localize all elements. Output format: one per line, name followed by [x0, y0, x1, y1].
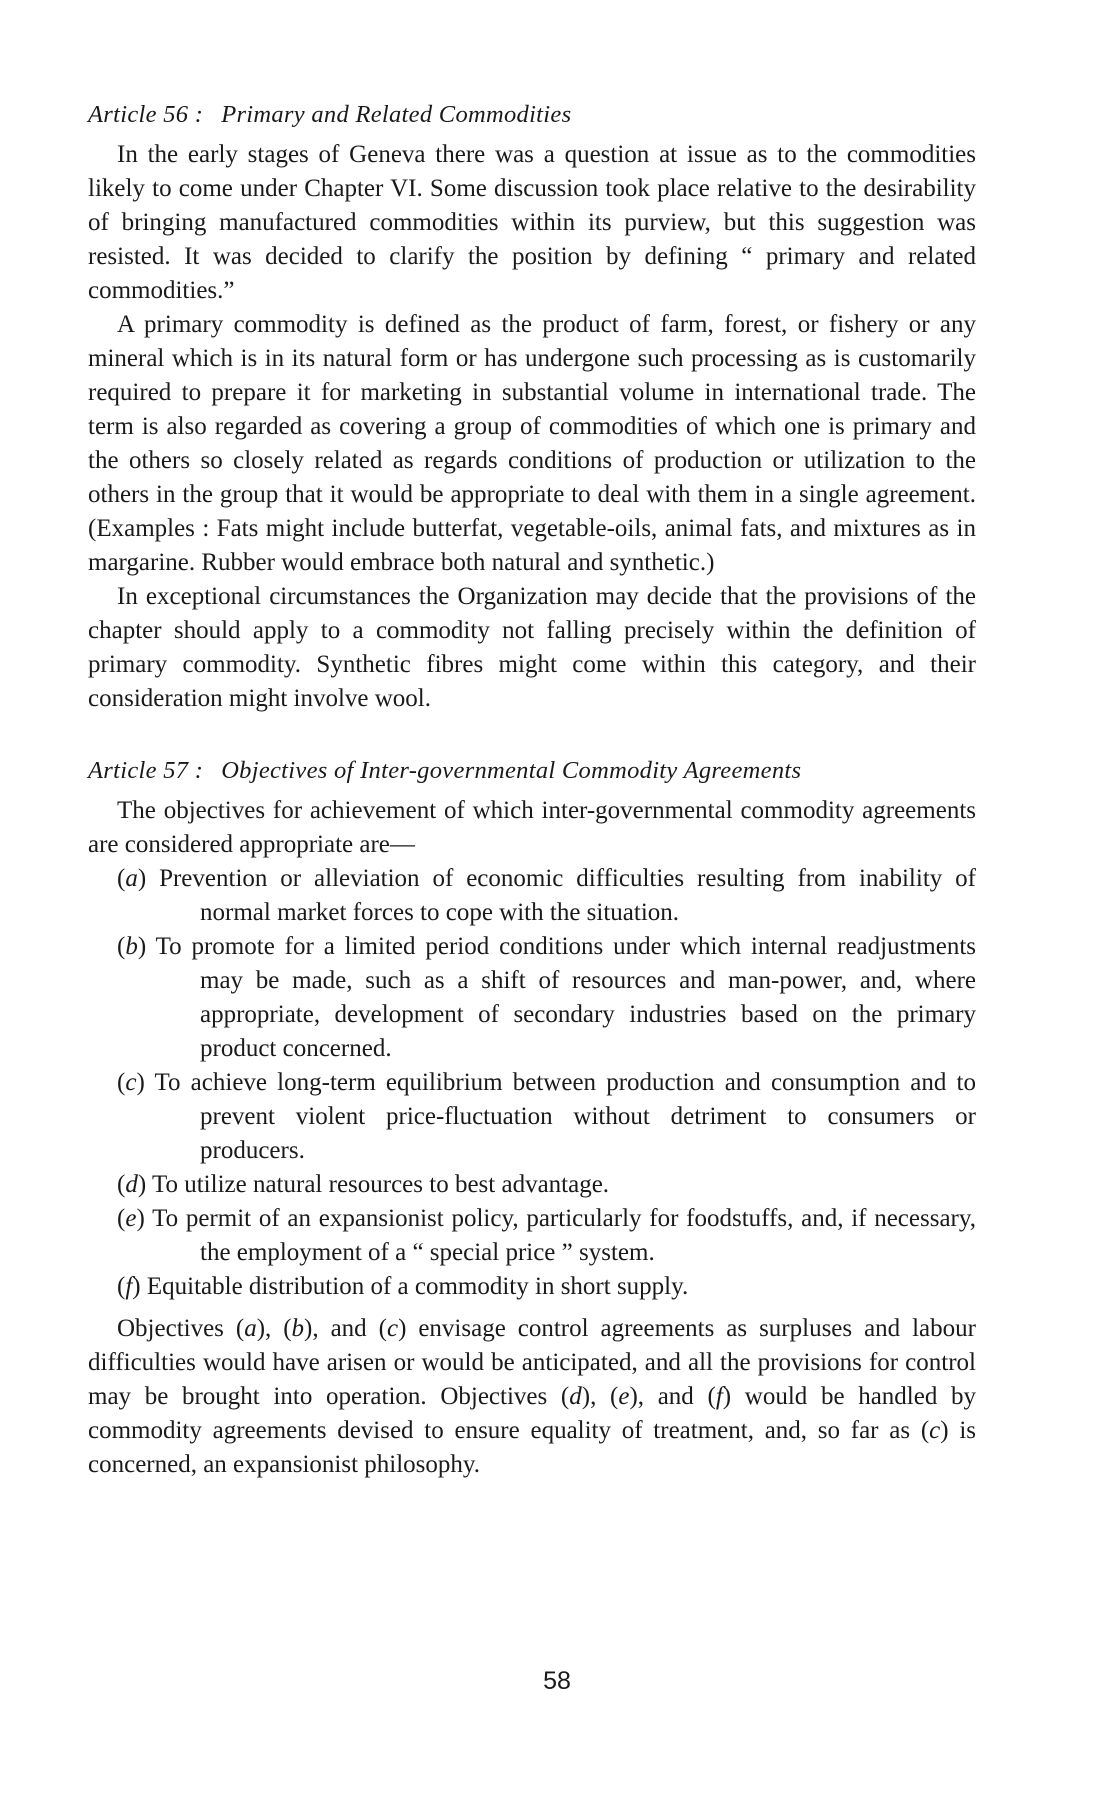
objective-text: Equitable distribution of a commodity in short supply. — [146, 1273, 689, 1300]
objective-letter: e — [125, 1205, 137, 1232]
page-content — [88, 98, 976, 1482]
objectives-list — [88, 862, 976, 1304]
objective-letter: f — [125, 1273, 133, 1300]
objective-item-a: (a) Prevention or alleviation of economic difficulties resulting from inability of normal market forces to cope with the situation. — [117, 865, 977, 926]
article-57-closing-paragraph: Objectives (a), (b), and (c) envisage control agreements as surpluses and labour difficulties would have arisen or would be anticipated, and all the provisions for control may be brought into operation. Objectives (d), (e), and (f) would be handled by commodity agreements devised to ensure equality of treatment, and, so far as (c) is concerned, an expansionist philosophy. — [88, 1315, 977, 1478]
objective-letter: a — [125, 865, 138, 892]
article-56-heading — [88, 98, 976, 132]
article-57-number: Article 57 : — [88, 757, 204, 784]
objective-letter: d — [125, 1171, 138, 1198]
objective-item-d: (d) To utilize natural resources to best advantage. — [117, 1171, 610, 1198]
article-57-intro: The objectives for achievement of which inter-governmental commodity agreements are considered appropriate are— — [88, 797, 976, 858]
article-56-number: Article 56 : — [88, 101, 204, 128]
objective-item-b: (b) To promote for a limited period conditions under which internal readjustments may be made, such as a shift of resources and man-power, and, where appropriate, development of secondary industries based on the primary product concerned. — [117, 933, 976, 1062]
article-56-title: Primary and Related Commodities — [221, 101, 572, 128]
article-56-paragraph-1: In the early stages of Geneva there was a question at issue as to the commodities likely to come under Chapter VI. Some discussion took place relative to the desirability of bringing manufactured commodities within its purview, but this suggestion was resisted. It was decided to clarify the position by defining “ primary and related commodities.” — [88, 141, 976, 304]
objective-text: To utilize natural resources to best advantage. — [151, 1171, 610, 1198]
article-57-heading — [88, 754, 976, 788]
objective-text: Prevention or alleviation of economic difficulties resulting from inability of normal market forces to cope with the situation. — [159, 865, 977, 926]
objective-text: To promote for a limited period conditions under which internal readjustments may be made, such as a shift of resources and man-power, and, where appropriate, development of secondary industries based on the primary product concerned. — [155, 933, 976, 1062]
article-56-paragraph-2: A primary commodity is defined as the product of farm, forest, or fishery or any mineral which is in its natural form or has undergone such processing as is customarily required to prepare it for marketing in substantial volume in international trade. The term is also regarded as covering a group of commodities of which one is primary and the others so closely related as regards conditions of production or utilization to the others in the group that it would be appropriate to deal with them in a single agreement. (Examples : Fats might include butterfat, vegetable-oils, animal fats, and mixtures as in margarine. Rubber would embrace both natural and synthetic.) — [88, 311, 976, 576]
objective-text: To permit of an expansionist policy, particularly for foodstuffs, and, if necessary, the employment of a “ special price ” system. — [152, 1205, 976, 1266]
objective-text: To achieve long-term equilibrium between production and consumption and to prevent violent price-fluctuation without detriment to consumers or producers. — [154, 1069, 976, 1164]
objective-letter: b — [125, 933, 138, 960]
objective-letter: c — [125, 1069, 137, 1096]
page-number: 58 — [543, 1667, 571, 1695]
objective-item-c: (c) To achieve long-term equilibrium between production and consumption and to prevent violent price-fluctuation without detriment to consumers or producers. — [117, 1069, 976, 1164]
objective-item-e: (e) To permit of an expansionist policy, particularly for foodstuffs, and, if necessary, the employment of a “ special price ” system. — [117, 1205, 976, 1266]
article-56-paragraph-3: In exceptional circumstances the Organization may decide that the provisions of the chapter should apply to a commodity not falling precisely within the definition of primary commodity. Synthetic fibres might come within this category, and their consideration might involve wool. — [88, 583, 976, 712]
article-57-title: Objectives of Inter-governmental Commodity Agreements — [221, 757, 802, 784]
objective-item-f: (f) Equitable distribution of a commodity in short supply. — [117, 1273, 689, 1300]
